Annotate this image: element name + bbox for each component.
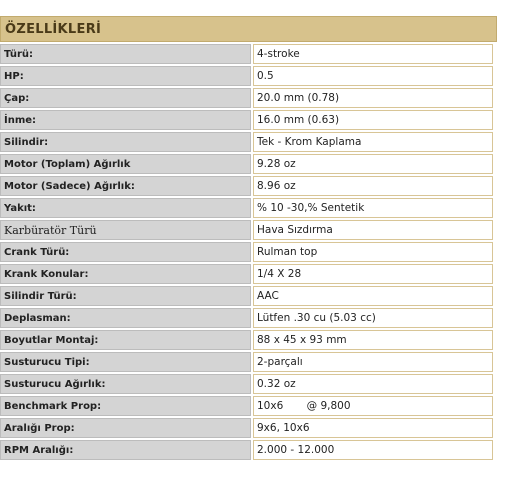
spec-label: Silindir: — [0, 132, 251, 152]
table-row — [0, 220, 493, 240]
spec-label: Benchmark Prop: — [0, 396, 251, 416]
table-row — [0, 44, 493, 64]
spec-value: 9x6, 10x6 — [253, 418, 493, 438]
table-row — [0, 88, 493, 108]
table-row — [0, 396, 493, 416]
spec-label: Silindir Türü: — [0, 286, 251, 306]
spec-value: Lütfen .30 cu (5.03 cc) — [253, 308, 493, 328]
spec-value: 10x6 @ 9,800 — [253, 396, 493, 416]
table-row — [0, 154, 493, 174]
spec-value: 1/4 X 28 — [253, 264, 493, 284]
table-row — [0, 330, 493, 350]
table-row — [0, 440, 493, 460]
spec-value: Tek - Krom Kaplama — [253, 132, 493, 152]
table-row — [0, 66, 493, 86]
spec-label: Motor (Sadece) Ağırlık: — [0, 176, 251, 196]
spec-label: Yakıt: — [0, 198, 251, 218]
spec-value: 2.000 - 12.000 — [253, 440, 493, 460]
spec-label: Deplasman: — [0, 308, 251, 328]
spec-value: 8.96 oz — [253, 176, 493, 196]
spec-label: Türü: — [0, 44, 251, 64]
spec-label: Çap: — [0, 88, 251, 108]
table-row — [0, 352, 493, 372]
specs-section-title: ÖZELLİKLERİ — [0, 16, 497, 42]
spec-label: Crank Türü: — [0, 242, 251, 262]
spec-label: Krank Konular: — [0, 264, 251, 284]
table-row — [0, 176, 493, 196]
table-row — [0, 308, 493, 328]
table-row — [0, 374, 493, 394]
table-row — [0, 286, 493, 306]
table-row — [0, 418, 493, 438]
specs-panel — [0, 16, 497, 462]
spec-value: Hava Sızdırma — [253, 220, 493, 240]
spec-label: İnme: — [0, 110, 251, 130]
spec-value: 88 x 45 x 93 mm — [253, 330, 493, 350]
spec-value: Rulman top — [253, 242, 493, 262]
spec-label: RPM Aralığı: — [0, 440, 251, 460]
spec-value: 20.0 mm (0.78) — [253, 88, 493, 108]
spec-value: 0.32 oz — [253, 374, 493, 394]
table-row — [0, 264, 493, 284]
spec-value: 9.28 oz — [253, 154, 493, 174]
specs-table — [0, 42, 495, 462]
spec-value: 16.0 mm (0.63) — [253, 110, 493, 130]
spec-value: % 10 -30,% Sentetik — [253, 198, 493, 218]
spec-label: Boyutlar Montaj: — [0, 330, 251, 350]
table-row — [0, 198, 493, 218]
spec-value: AAC — [253, 286, 493, 306]
spec-value: 2-parçalı — [253, 352, 493, 372]
spec-label: HP: — [0, 66, 251, 86]
spec-label: Motor (Toplam) Ağırlık — [0, 154, 251, 174]
spec-value: 4-stroke — [253, 44, 493, 64]
table-row — [0, 110, 493, 130]
spec-label: Susturucu Ağırlık: — [0, 374, 251, 394]
spec-label: Aralığı Prop: — [0, 418, 251, 438]
table-row — [0, 132, 493, 152]
table-row — [0, 242, 493, 262]
spec-label: Susturucu Tipi: — [0, 352, 251, 372]
spec-value: 0.5 — [253, 66, 493, 86]
spec-label: Karbüratör Türü — [0, 220, 251, 240]
